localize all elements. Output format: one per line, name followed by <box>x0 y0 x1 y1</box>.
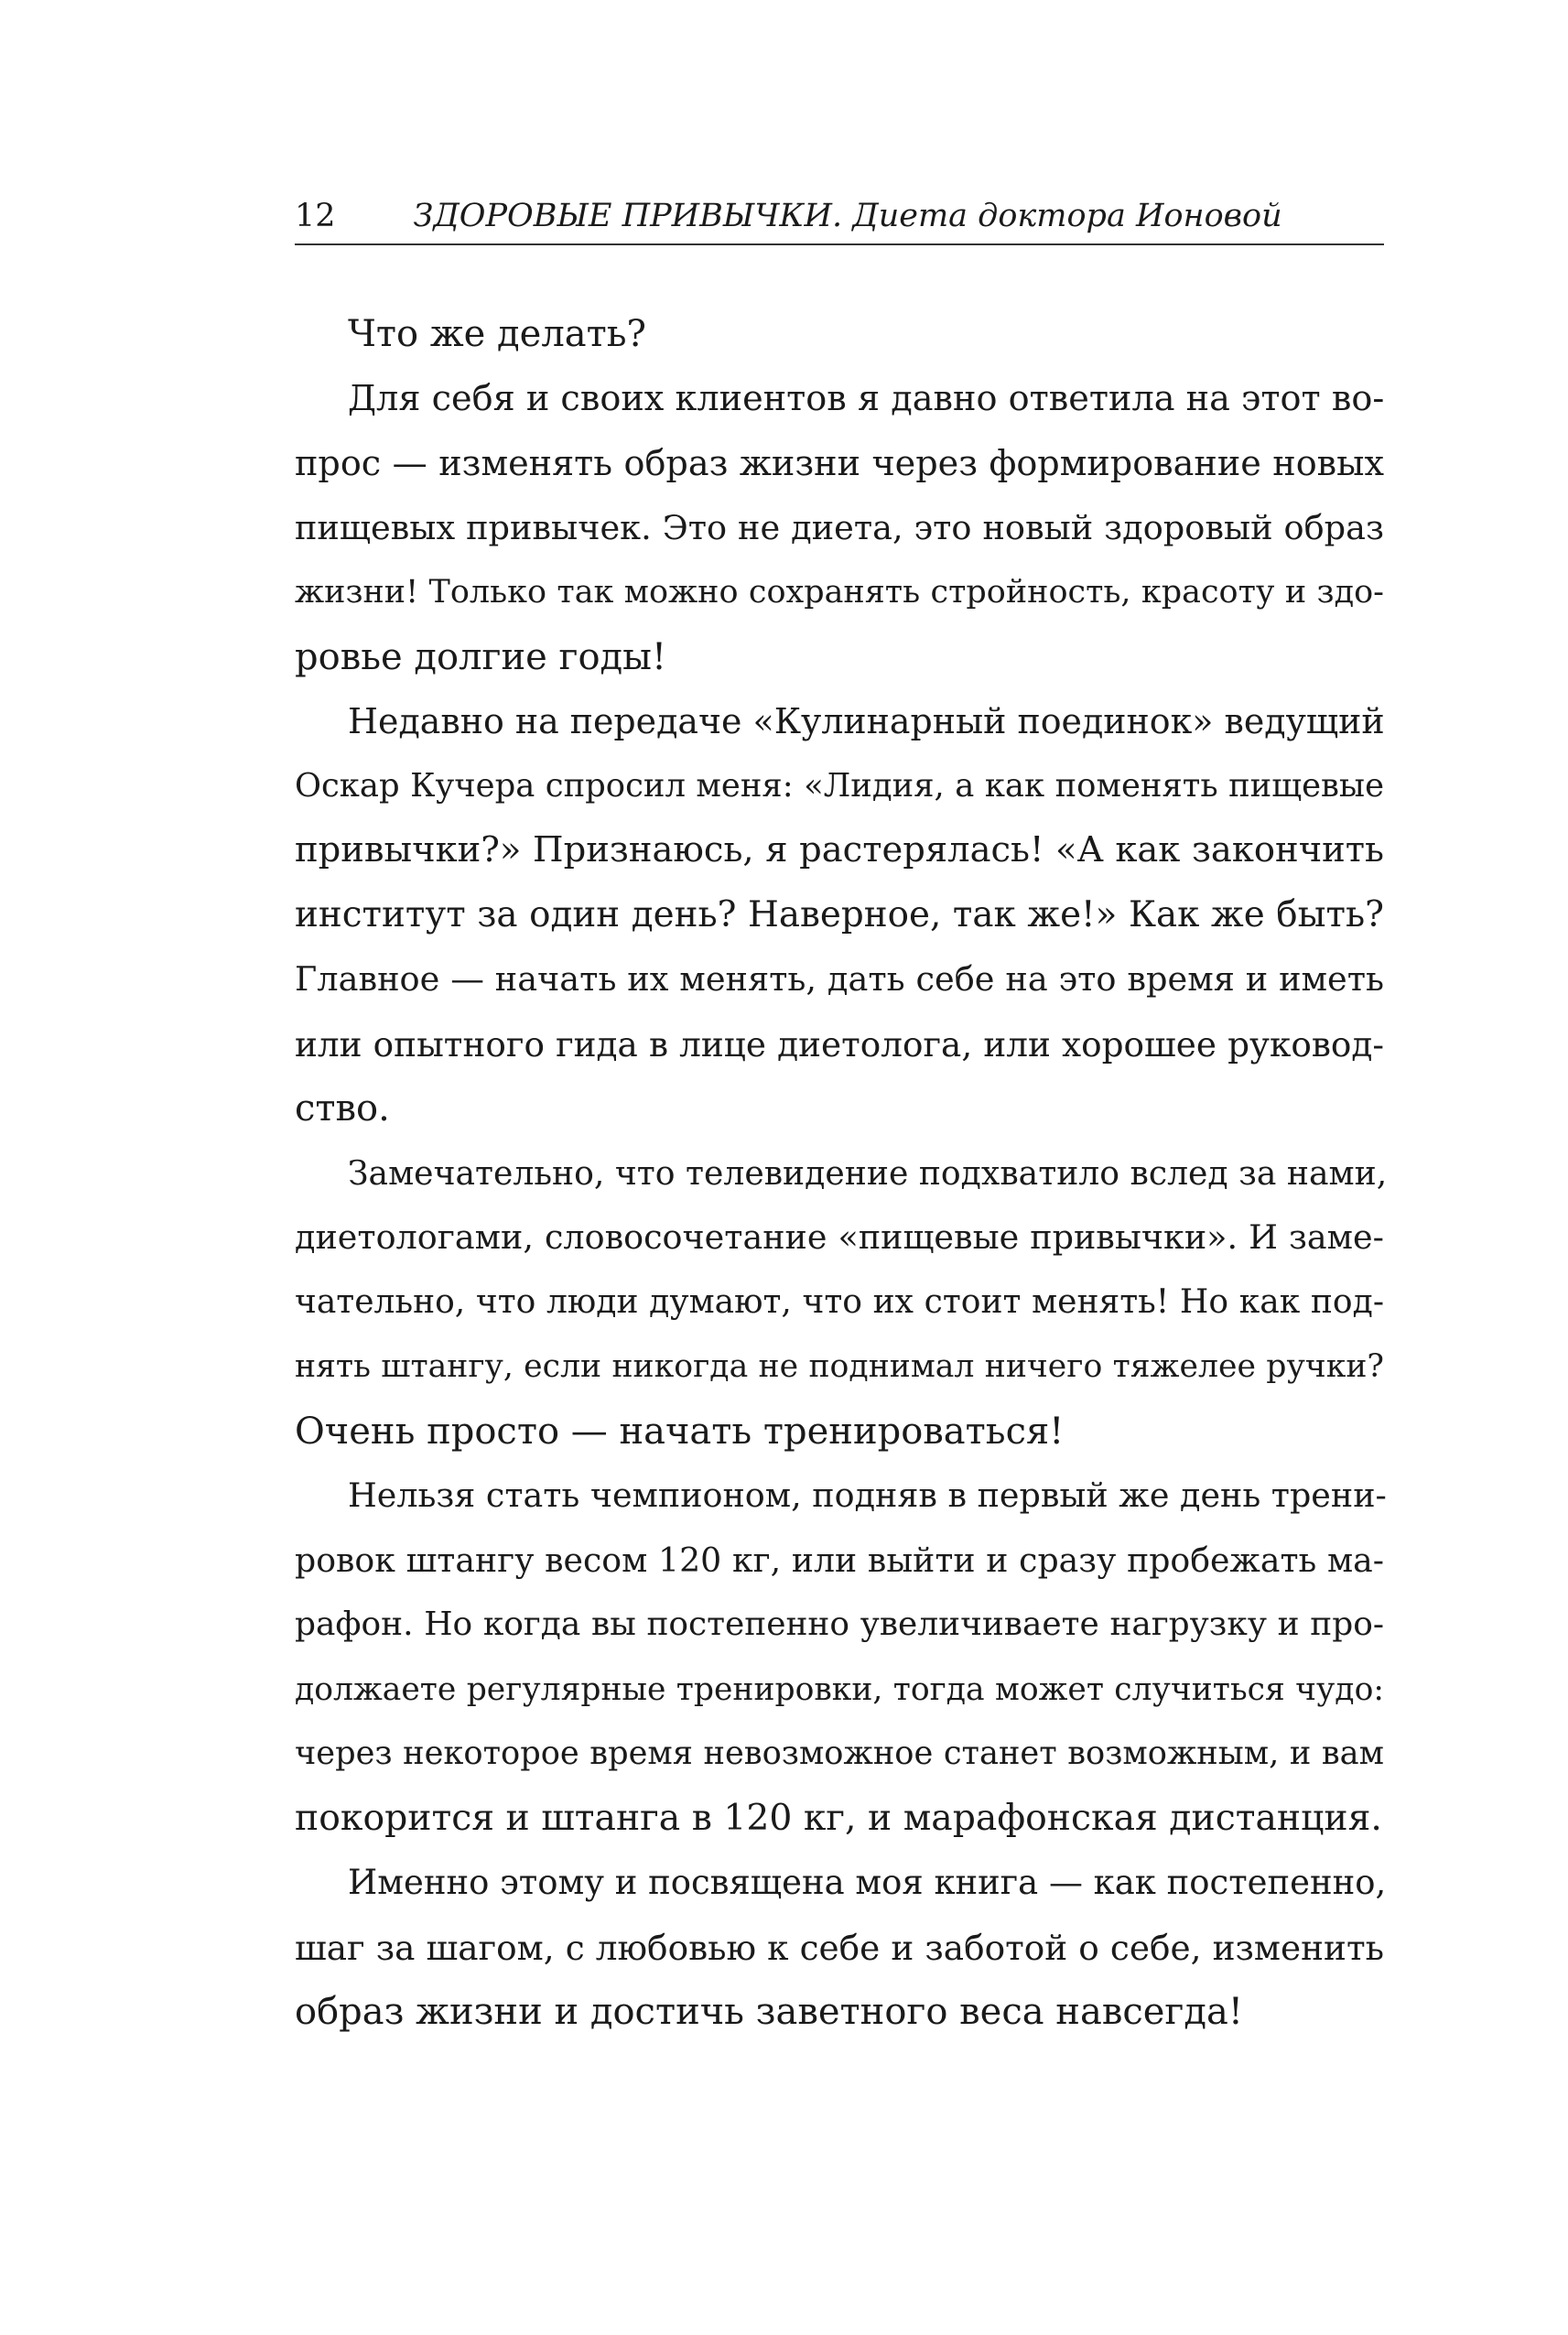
text-line: Что же делать? <box>348 313 646 355</box>
text-line: через некоторое время невозможное станет возможным, и вам <box>295 1735 1384 1772</box>
text-line: прос — изменять образ жизни через формирование новых <box>295 443 1384 483</box>
running-title: ЗДОРОВЫЕ ПРИВЫЧКИ. Диета доктора Ионовой <box>413 198 1282 234</box>
text-line: Нельзя стать чемпионом, подняв в первый же день трени- <box>348 1476 1387 1515</box>
text-line: Замечательно, что телевидение подхватило вслед за нами, <box>348 1152 1388 1193</box>
text-line: жизни! Только так можно сохранять стройность, красоту и здо- <box>295 574 1384 611</box>
paragraph <box>295 1851 1387 2045</box>
text-line: рафон. Но когда вы постепенно увеличиваете нагрузку и про- <box>295 1605 1384 1643</box>
text-line: шаг за шагом, с любовью к себе и заботой о себе, изменить <box>295 1927 1384 1968</box>
text-line: ровье долгие годы! <box>295 635 667 678</box>
text-line: или опытного гида в лице диетолога, или хорошее руковод- <box>295 1023 1384 1065</box>
paragraph <box>295 1141 1388 1465</box>
text-line: ство. <box>295 1087 390 1130</box>
paragraph <box>295 302 1384 367</box>
text-line: нять штангу, если никогда не поднимал ничего тяжелее ручки? <box>295 1348 1384 1385</box>
text-line: Оскар Кучера спросил меня: «Лидия, а как поменять пищевые <box>295 766 1384 805</box>
text-line: диетологами, словосочетание «пищевые привычки». И заме- <box>295 1217 1384 1257</box>
paragraph <box>295 1464 1387 1851</box>
body-text <box>295 302 1388 2045</box>
text-line: чательно, что люди думают, что их стоит менять! Но как под- <box>295 1282 1384 1321</box>
paragraph <box>295 367 1384 690</box>
text-line: Недавно на передаче «Кулинарный поединок» ведущий <box>348 701 1385 741</box>
running-header <box>295 190 1384 238</box>
page-number: 12 <box>295 198 336 234</box>
header-rule <box>295 243 1384 245</box>
text-line: должаете регулярные тренировки, тогда может случиться чудо: <box>295 1670 1384 1708</box>
text-line: ровок штангу весом 120 кг, или выйти и сразу пробежать ма- <box>295 1540 1384 1580</box>
text-line: Именно этому и посвящена моя книга — как постепенно, <box>348 1863 1387 1902</box>
text-line: образ жизни и достичь заветного веса навсегда! <box>295 1991 1243 2033</box>
paragraph <box>295 689 1384 1141</box>
text-line: привычки?» Признаюсь, я растерялась! «А как закончить <box>295 829 1384 870</box>
text-line: покорится и штанга в 120 кг, и марафонская дистанция. <box>295 1797 1382 1839</box>
text-line: пищевых привычек. Это не диета, это новый здоровый образ <box>295 507 1384 547</box>
text-line: Очень просто — начать тренироваться! <box>295 1410 1065 1453</box>
text-line: Главное — начать их менять, дать себе на это время и иметь <box>295 959 1384 999</box>
text-line: институт за один день? Наверное, так же!» Как же быть? <box>295 893 1384 935</box>
text-line: Для себя и своих клиентов я давно ответила на этот во- <box>348 378 1385 419</box>
